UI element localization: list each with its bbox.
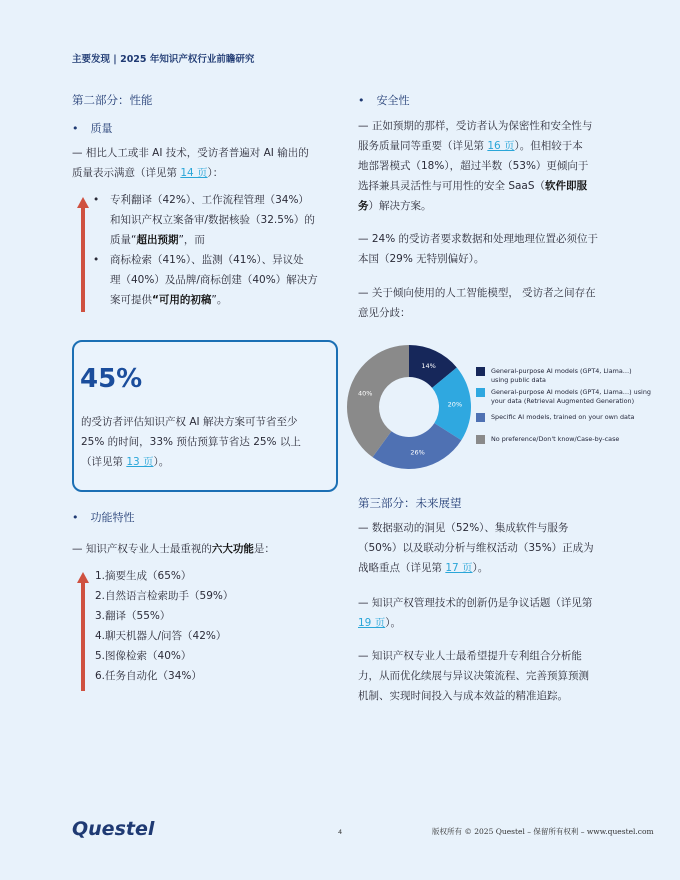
legend-item [476, 388, 651, 406]
emphasis-saas: 软件即服 [545, 180, 588, 192]
legend-item [476, 367, 632, 385]
quality-subitem-trademark [92, 250, 342, 310]
section-title-outlook: 第三部分：未来展望 [358, 496, 462, 510]
para-line: — 知识产权管理技术的创新仍是争议话题（详见第 [358, 597, 593, 609]
quality-intro-line2 [72, 163, 342, 183]
quality-sublist [92, 190, 342, 310]
security-para-1 [358, 116, 633, 216]
legend-line: your data (Retrieval Augmented Generation) [491, 397, 635, 405]
para-line: 力，从而优化续展与异议决策流程、完善预算预测 [358, 670, 589, 682]
page-link-16[interactable]: 16 页 [487, 140, 515, 152]
feature-item: 6.任务自动化（34%） [95, 670, 202, 682]
legend-label [491, 388, 651, 406]
bullet-dot: • [72, 122, 79, 135]
subitem-text: 质量“ [110, 234, 137, 246]
security-heading [358, 92, 410, 108]
stat-line: 的受访者评估知识产权 AI 解决方案可节省至少 [81, 416, 298, 428]
red-up-arrow [77, 197, 89, 312]
legend-swatch [476, 367, 485, 376]
para-line [358, 196, 633, 216]
para-line: 机制、实现时间投入与成本效益的精准追踪。 [358, 690, 568, 702]
top-features-list [95, 566, 233, 686]
para-line: — 关于倾向使用的人工智能模型， 受访者之间存在 [358, 287, 596, 299]
outlook-para-3 [358, 646, 633, 706]
security-heading-text: 安全性 [376, 94, 410, 107]
para-line: — 知识产权专业人士最希望提升专利组合分析能 [358, 650, 582, 662]
legend-label: No preference/Don't know/Case-by-case [491, 435, 620, 443]
security-para-2 [358, 229, 633, 269]
subitem-line: • 专利翻译（42%）、工作流程管理（34%） [110, 194, 309, 206]
feature-item: 5.图像检索（40%） [95, 650, 192, 662]
para-line [358, 613, 633, 633]
stat-line [81, 452, 331, 472]
legend-label: Specific AI models, trained on your own data [491, 413, 635, 421]
legend-swatch [476, 413, 485, 422]
para-text: 战略重点（详见第 [358, 562, 446, 574]
legend-swatch [476, 388, 485, 397]
para-text: ）。但相较于本 [514, 140, 583, 152]
page-link-17[interactable]: 17 页 [445, 562, 473, 574]
copyright-notice: 版权所有 © 2025 Questel – 保留所有权利 – www.questel.com [432, 827, 654, 836]
subitem-line: 和知识产权立案备审/数据核验（32.5%）的 [110, 214, 315, 226]
para-text: ）。 [385, 617, 401, 629]
para-line [358, 136, 633, 156]
security-para-3 [358, 283, 633, 323]
features-intro-end: 是： [253, 543, 275, 555]
subitem-line: 理（40%）及品牌/商标创建（40%）解决方 [110, 274, 318, 286]
emphasis-saas: 务 [358, 200, 369, 212]
running-header: 主要发现 | 2025 年知识产权行业前瞻研究 [72, 54, 255, 65]
subitem-line [110, 230, 342, 250]
legend-line: General-purpose AI models (GPT4, Llama…) [491, 367, 632, 375]
subitem-text: 案可提供 [110, 294, 152, 306]
quality-subitem-translation [92, 190, 342, 250]
para-text: ）解决方案。 [368, 200, 432, 212]
quality-heading-text: 质量 [90, 122, 113, 135]
para-line: — 24% 的受访者要求数据和处理地理位置必须位于 [358, 233, 599, 245]
ai-model-preference-donut-chart [346, 344, 472, 470]
features-heading [72, 509, 135, 525]
outlook-para-2 [358, 593, 633, 633]
page-number: 4 [338, 828, 343, 836]
page-link-19[interactable]: 19 页 [358, 617, 386, 629]
para-text: 选择兼具灵活性与可用性的安全 SaaS（ [358, 180, 546, 192]
emphasis-draft: “可用的初稿 [152, 294, 212, 306]
para-line: （50%）以及联动分析与维权活动（35%）正成为 [358, 542, 594, 554]
slice-value-label: 20% [447, 400, 463, 409]
stat-text: （详见第 [81, 456, 127, 468]
slice-value-label: 40% [358, 389, 373, 398]
feature-item: 2.自然语言检索助手（59%） [95, 590, 234, 602]
emphasis-exceeds: 超出预期 [136, 234, 179, 246]
stat-description [81, 412, 331, 472]
para-line: 地部署模式（18%），超过半数（53%）更倾向于 [358, 160, 589, 172]
features-heading-text: 功能特性 [90, 511, 135, 524]
section-title-performance: 第二部分：性能 [72, 93, 153, 107]
bullet-dot: • [72, 511, 79, 524]
slice-value-label: 14% [421, 361, 436, 370]
para-line [358, 558, 633, 578]
quality-intro-text: 质量表示满意（详见第 [72, 167, 181, 179]
stat-line: 25% 的时间，33% 预估预算节省达 25% 以上 [81, 436, 301, 448]
feature-item: 4.聊天机器人/问答（42%） [95, 630, 227, 642]
legend-line: using public data [491, 376, 546, 384]
subitem-text: ”，而 [178, 234, 205, 246]
features-intro-text: — 知识产权专业人士最重视的 [72, 543, 212, 555]
slice-value-label: 26% [410, 448, 425, 457]
legend-item [476, 413, 634, 422]
stat-value: 45% [80, 364, 143, 394]
stat-text: ）。 [153, 456, 170, 468]
quality-heading [72, 120, 113, 136]
subitem-line [110, 290, 342, 310]
subitem-line: • 商标检索（41%）、监测（41%）、异议处 [110, 254, 304, 266]
emphasis-six: 六大功能 [211, 543, 254, 555]
para-line: — 数据驱动的洞见（52%）、集成软件与服务 [358, 522, 569, 534]
features-intro [72, 539, 275, 559]
legend-swatch [476, 435, 485, 444]
legend-label [491, 367, 632, 385]
para-line: — 正如预期的那样，受访者认为保密性和安全性与 [358, 120, 593, 132]
bullet-dot: • [358, 94, 365, 107]
quality-intro [72, 143, 342, 183]
para-text: ）。 [472, 562, 489, 574]
para-line [358, 176, 633, 196]
para-line: 意见分歧： [358, 307, 411, 319]
quality-intro-line1: — 相比人工或非 AI 技术，受访者普遍对 AI 输出的 [72, 147, 309, 159]
outlook-para-1 [358, 518, 633, 578]
page-link-13[interactable]: 13 页 [126, 456, 154, 468]
feature-item: 3.翻译（55%） [95, 610, 171, 622]
questel-logo: Questel [72, 818, 155, 840]
feature-item: 1.摘要生成（65%） [95, 570, 192, 582]
para-text: 服务质量同等重要（详见第 [358, 140, 488, 152]
quality-intro-end: ）： [207, 167, 224, 179]
page-link-14[interactable]: 14 页 [180, 167, 208, 179]
legend-item [476, 435, 619, 444]
para-line: 本国（29% 无特别偏好）。 [358, 253, 485, 265]
subitem-text: ”。 [211, 294, 228, 306]
red-up-arrow [77, 572, 89, 691]
legend-line: General-purpose AI models (GPT4, Llama…) using [491, 388, 651, 396]
